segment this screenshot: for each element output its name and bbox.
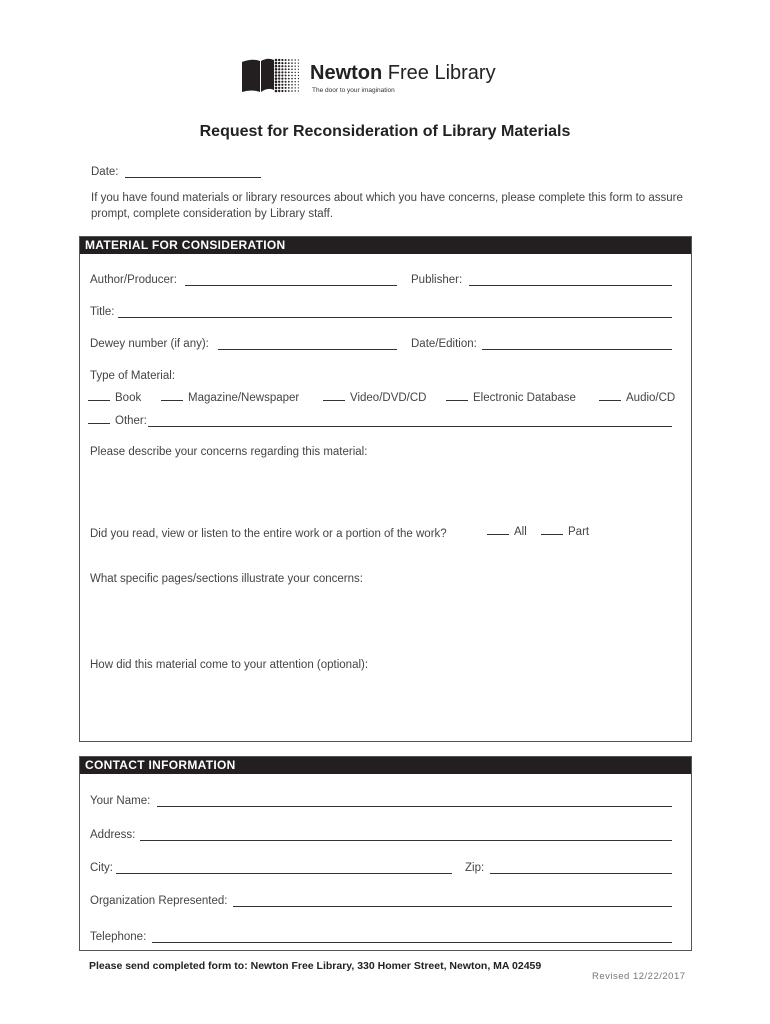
library-logo xyxy=(240,56,530,98)
library-name-bold: Newton xyxy=(310,62,383,84)
other-field[interactable] xyxy=(148,426,672,427)
checkbox-blank[interactable] xyxy=(599,400,621,401)
revision-date: Revised 12/22/2017 xyxy=(592,971,686,982)
intro-text: If you have found materials or library resources about which you have concerns, please complete this form to assure prompt, complete consideration by Library staff. xyxy=(91,192,683,220)
type-option-label: Audio/CD xyxy=(626,392,676,404)
telephone-label: Telephone: xyxy=(90,931,147,943)
city-label: City: xyxy=(90,862,113,874)
read-question: Did you read, view or listen to the entire work or a portion of the work? xyxy=(90,528,447,540)
attention-label: How did this material come to your attention (optional): xyxy=(90,659,369,671)
read-option-part[interactable] xyxy=(541,526,589,538)
dewey-label: Dewey number (if any): xyxy=(90,338,209,350)
name-field[interactable] xyxy=(157,806,672,807)
author-label: Author/Producer: xyxy=(90,274,177,286)
type-option-video[interactable] xyxy=(323,392,427,404)
checkbox-blank[interactable] xyxy=(323,400,345,401)
dewey-field[interactable] xyxy=(218,349,397,350)
name-label: Your Name: xyxy=(90,795,151,807)
type-option-magazine[interactable] xyxy=(161,392,299,404)
read-option-label: Part xyxy=(568,526,590,538)
zip-field[interactable] xyxy=(490,873,672,874)
author-field[interactable] xyxy=(185,285,397,286)
date-label: Date: xyxy=(91,166,119,178)
other-label: Other: xyxy=(115,415,147,427)
title-label: Title: xyxy=(90,306,115,318)
organization-label: Organization Represented: xyxy=(90,895,228,907)
contact-section xyxy=(79,756,692,951)
address-label: Address: xyxy=(90,829,136,841)
type-label: Type of Material: xyxy=(90,370,176,382)
type-option-label: Magazine/Newspaper xyxy=(188,392,300,404)
checkbox-blank[interactable] xyxy=(541,534,563,535)
publisher-label: Publisher: xyxy=(411,274,463,286)
telephone-field[interactable] xyxy=(152,942,672,943)
type-option-label: Electronic Database xyxy=(473,392,576,404)
checkbox-blank[interactable] xyxy=(88,423,110,424)
pages-label: What specific pages/sections illustrate your concerns: xyxy=(90,573,363,585)
concerns-field[interactable] xyxy=(90,464,672,520)
library-name xyxy=(310,62,496,85)
checkbox-blank[interactable] xyxy=(446,400,468,401)
read-option-all[interactable] xyxy=(487,526,527,538)
date-field[interactable] xyxy=(125,177,261,178)
edition-label: Date/Edition: xyxy=(411,338,477,350)
type-option-audio[interactable] xyxy=(599,392,675,404)
page-title: Request for Reconsideration of Library Materials xyxy=(199,123,571,140)
open-book-icon xyxy=(240,56,302,96)
checkbox-blank[interactable] xyxy=(487,534,509,535)
address-field[interactable] xyxy=(140,840,672,841)
zip-label: Zip: xyxy=(465,862,485,874)
pages-field[interactable] xyxy=(90,592,672,652)
city-field[interactable] xyxy=(116,873,452,874)
checkbox-blank[interactable] xyxy=(88,400,110,401)
publisher-field[interactable] xyxy=(469,285,672,286)
type-option-other[interactable] xyxy=(88,415,147,427)
edition-field[interactable] xyxy=(482,349,672,350)
attention-field[interactable] xyxy=(90,678,672,734)
type-option-database[interactable] xyxy=(446,392,576,404)
checkbox-blank[interactable] xyxy=(161,400,183,401)
type-option-label: Video/DVD/CD xyxy=(350,392,427,404)
type-option-label: Book xyxy=(115,392,142,404)
organization-field[interactable] xyxy=(233,906,672,907)
title-field[interactable] xyxy=(118,317,672,318)
contact-section-heading: CONTACT INFORMATION xyxy=(80,757,691,774)
type-option-book[interactable] xyxy=(88,392,141,404)
material-section-heading: MATERIAL FOR CONSIDERATION xyxy=(80,237,691,254)
library-name-rest: Free Library xyxy=(387,62,496,84)
read-option-label: All xyxy=(514,526,527,538)
mailing-instructions: Please send completed form to: Newton Free Library, 330 Homer Street, Newton, MA 02459 xyxy=(89,960,542,972)
concerns-label: Please describe your concerns regarding this material: xyxy=(90,446,368,458)
library-tagline: The door to your imagination xyxy=(312,87,395,94)
